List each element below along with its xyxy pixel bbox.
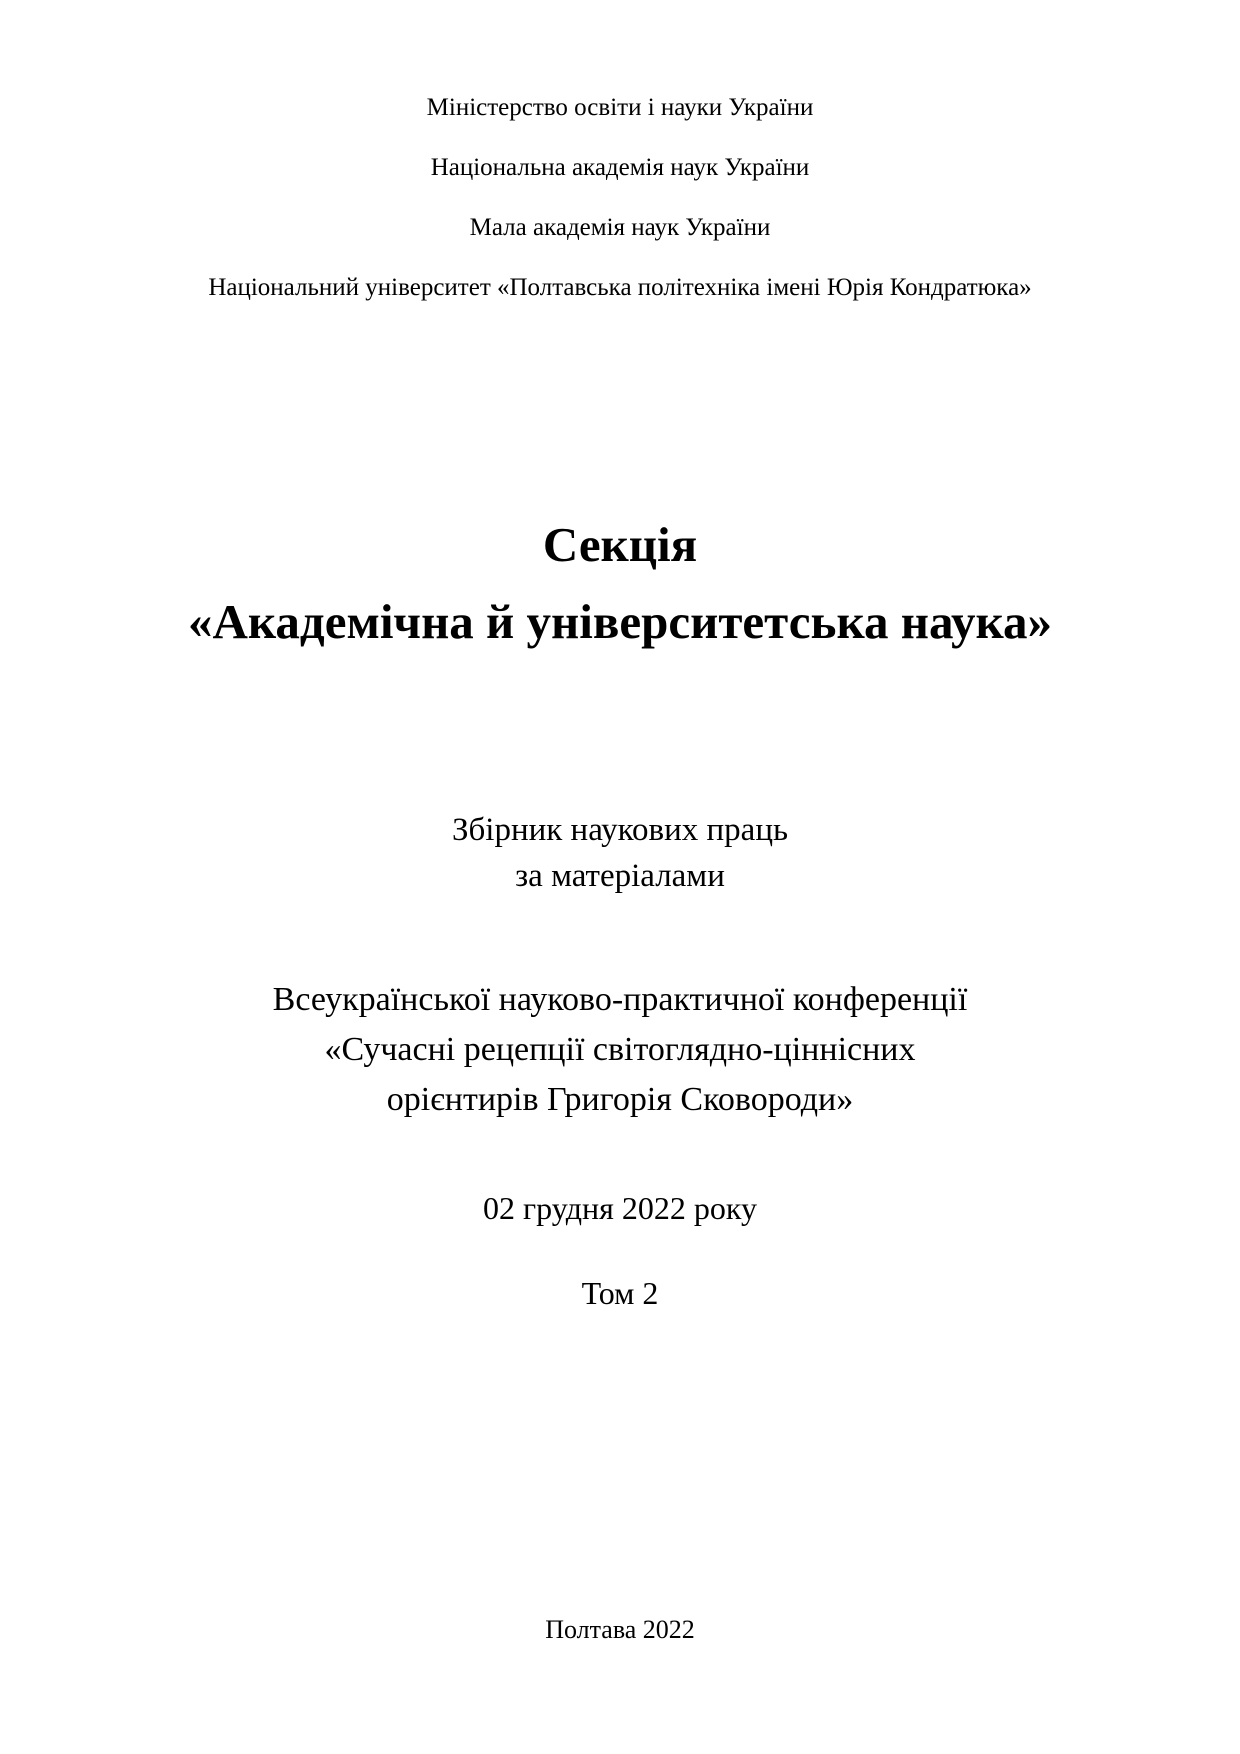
conference-date: 02 грудня 2022 року: [483, 1190, 757, 1226]
ministry-line: Міністерство освіти і науки України: [426, 94, 814, 121]
city-year-footer: Полтава 2022: [545, 1615, 695, 1644]
conference-title-line3: орієнтирів Григорія Сковороди»: [386, 1081, 854, 1118]
collection-subtitle: [0, 807, 1240, 899]
collection-subtitle-line1: Збірник наукових праць: [451, 812, 789, 848]
institutions-header: [0, 0, 1240, 318]
national-academy-line: Національна академія наук України: [430, 154, 810, 181]
conference-title-line1: Всеукраїнської науково-практичної конференції: [272, 981, 968, 1018]
minor-academy-line: Мала академія наук України: [469, 214, 771, 241]
collection-subtitle-line2: за матеріалами: [515, 858, 725, 894]
conference-title-line2: «Сучасні рецепції світоглядно-ціннісних: [324, 1031, 916, 1068]
university-line: Національний університет «Полтавська політехніка імені Юрія Кондратюка»: [208, 274, 1032, 301]
section-title: [0, 506, 1240, 660]
conference-title: [0, 975, 1240, 1125]
section-title-line1: Секція: [542, 517, 698, 572]
volume-label: Том 2: [581, 1275, 659, 1311]
section-title-line2: «Академічна й університетська наука»: [188, 594, 1052, 649]
